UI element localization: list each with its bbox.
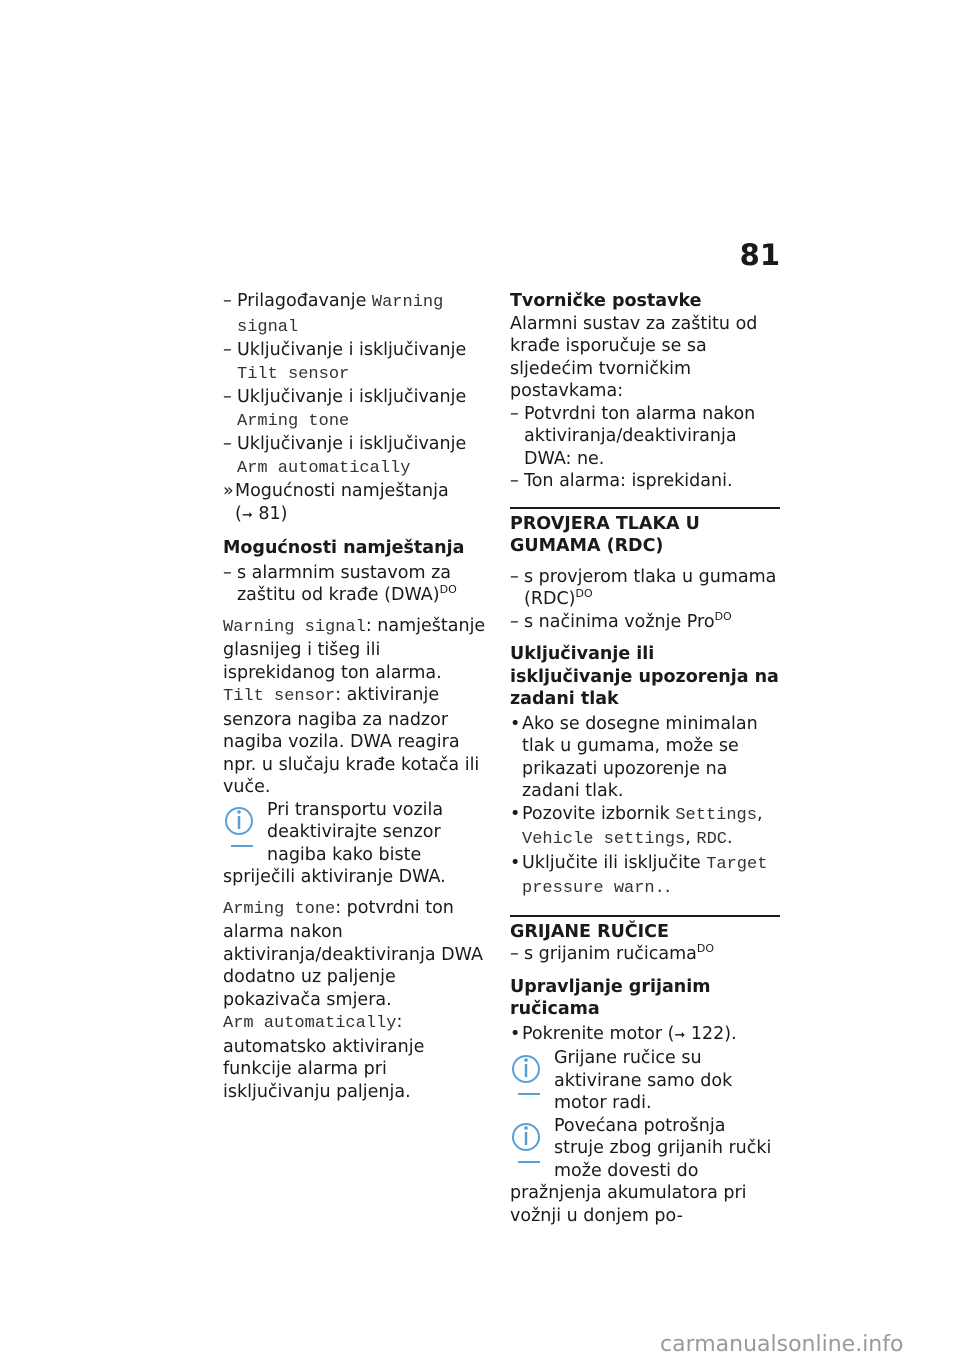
- arrow-right-icon: ➞: [241, 507, 253, 523]
- list-item: – Uključivanje i isključivanje Arming tone: [223, 386, 495, 433]
- section-rule: [510, 915, 780, 944]
- left-column: [223, 290, 495, 1103]
- list-item: – Ton alarma: isprekidani.: [510, 470, 780, 493]
- info-note: Povećana potrošnja struje zbog grijanih ručki može dovesti do pražnjenja akumulatora pri vožnji u donjem po-: [510, 1115, 772, 1226]
- info-note: Pri transportu vozila deaktivirajte senzor nagiba kako biste spriječili aktiviranje DWA.: [223, 799, 446, 887]
- right-column: [510, 290, 780, 1227]
- list-item: – s grijanim ručicama$^{DO}$: [510, 943, 780, 966]
- info-icon: [223, 805, 259, 849]
- list-item: – s alarmnim sustavom za zaštitu od krađe (DWA)$^{DO}$: [223, 562, 495, 607]
- section-rule: [510, 507, 780, 558]
- list-item: – s načinima vožnje Pro$^{DO}$: [510, 611, 780, 634]
- paragraph: Alarmni sustav za zaštitu od krađe isporučuje se sa sljedećim tvorničkim postavkama:: [510, 313, 758, 401]
- section-title: GRIJANE RUČICE: [510, 921, 669, 942]
- arrow-right-icon: ➞: [674, 1027, 686, 1043]
- subheading: Uključivanje ili isključivanje upozorenja na zadani tlak: [510, 644, 779, 709]
- list-item: • Pozovite izbornik Settings, Vehicle settings, RDC.: [510, 803, 780, 852]
- list-item: – Potvrdni ton alarma nakon aktiviranja/deaktiviranja DWA: ne.: [510, 403, 780, 471]
- list-item: – Uključivanje i isključivanje Arm automatically: [223, 433, 495, 480]
- watermark: carmanualsonline.info: [660, 1332, 904, 1357]
- info-icon: [510, 1053, 546, 1097]
- subheading: Upravljanje grijanim ručicama: [510, 976, 711, 1019]
- list-item: – Uključivanje i isključivanje Tilt sensor: [223, 339, 495, 386]
- list-item: – Prilagođavanje Warning signal: [223, 290, 495, 339]
- list-item: – s provjerom tlaka u gumama (RDC)$^{DO}$: [510, 566, 780, 611]
- cross-reference[interactable]: » Mogućnosti namještanja (➞ 81): [223, 480, 495, 527]
- info-icon: [510, 1121, 546, 1165]
- info-note: Grijane ručice su aktivirane samo dok motor radi.: [510, 1047, 780, 1115]
- page-number: 81: [739, 238, 780, 272]
- paragraph: Arm automatically: automatsko aktiviranje funkcije alarma pri isključivanju paljenja.: [223, 1012, 425, 1102]
- list-item: • Pokrenite motor (➞ 122).: [510, 1023, 780, 1048]
- list-item: • Uključite ili isključite Target pressure warn..: [510, 852, 780, 901]
- paragraph: Tilt sensor: aktiviranje senzora nagiba za nadzor nagiba vozila. DWA reagira npr. u slučaju krađe kotača ili vuče.: [223, 685, 480, 797]
- paragraph: Warning signal: namještanje glasnijeg i tišeg ili isprekidanog ton alarma.: [223, 615, 486, 683]
- subheading: Tvorničke postavke: [510, 291, 702, 311]
- section-title: PROVJERA TLAKA U GUMAMA (RDC): [510, 513, 700, 556]
- section-heading: Mogućnosti namještanja: [223, 538, 465, 558]
- list-item: • Ako se dosegne minimalan tlak u gumama, može se prikazati upozorenje na zadani tlak.: [510, 713, 780, 803]
- paragraph: Arming tone: potvrdni ton alarma nakon aktiviranja/deaktiviranja DWA dodatno uz paljenje pokazivača smjera.: [223, 897, 483, 1010]
